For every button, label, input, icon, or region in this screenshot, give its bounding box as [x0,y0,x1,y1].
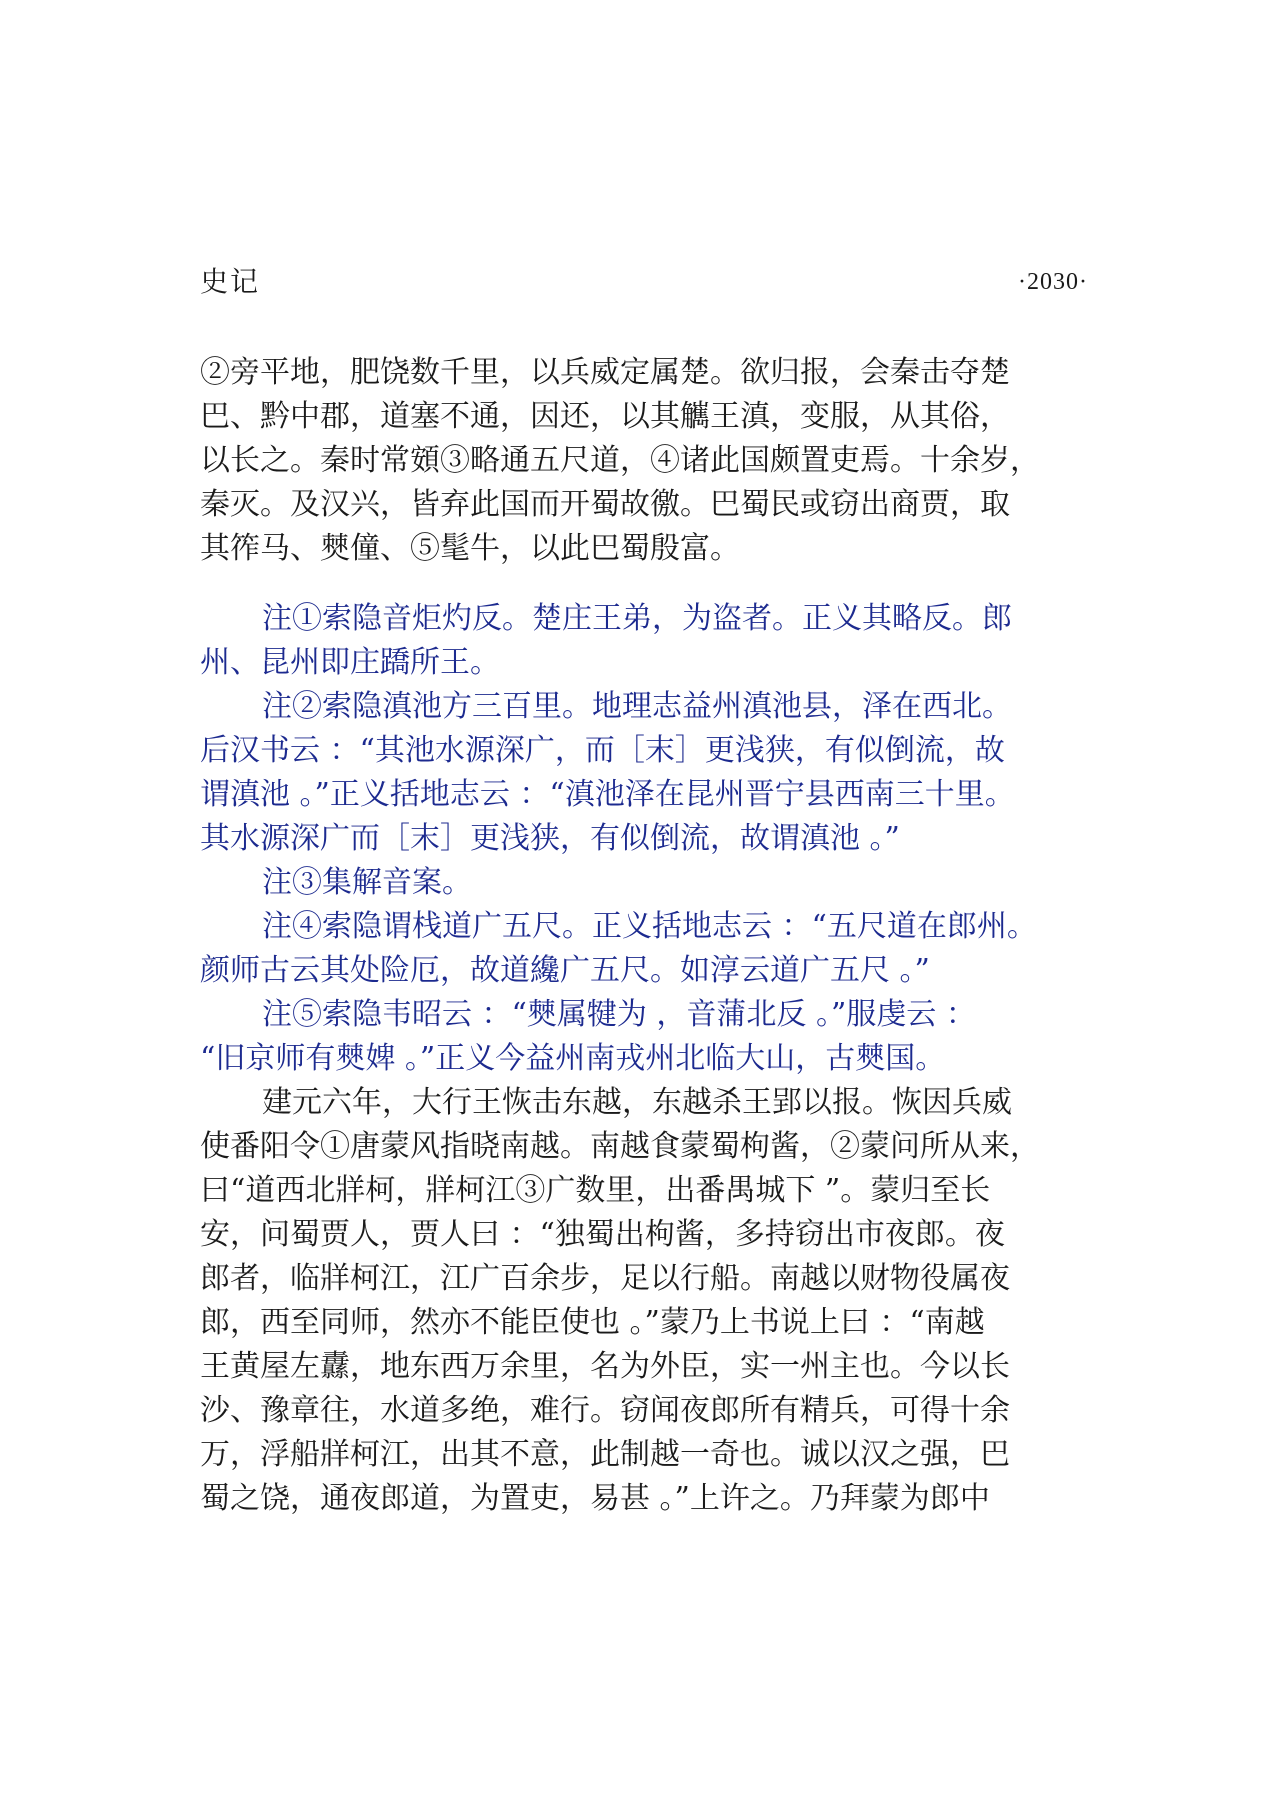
text-line: 以长之。秦时常頞③略通五尺道，④诸此国颇置吏焉。十余岁， [200,443,1040,478]
main-text-section-1 [200,351,1092,571]
section-gap [200,571,1092,597]
note-line: 注④索隐谓栈道广五尺。正义括地志云 ：“五尺道在郎州。 [262,909,1037,944]
text-line: ②旁平地，肥饶数千里，以兵威定属楚。欲归报，会秦击夺楚 [200,355,1010,390]
text-line: 秦灭。及汉兴，皆弃此国而开蜀故徼。巴蜀民或窃出商贾，取 [200,487,1010,522]
text-line: 使番阳令①唐蒙风指晓南越。南越食蒙蜀枸酱，②蒙问所从来， [200,1129,1040,1164]
note-line: “旧京师有僰婢 。”正义今益州南戎州北临大山，古僰国。 [200,1041,946,1076]
text-line: 安，问蜀贾人，贾人曰 ：“独蜀出枸酱，多持窃出市夜郎。夜 [200,1217,1005,1252]
text-line: 万，浮船牂柯江，出其不意，此制越一奇也。诚以汉之强，巴 [200,1437,1010,1472]
note-line: 其水源深广而［末］更浅狭，有似倒流，故谓滇池 。” [200,821,900,856]
text-line: 巴、黔中郡，道塞不通，因还，以其觽王滇，变服，从其俗， [200,399,1010,434]
note-line: 注③集解音案。 [262,865,472,900]
note-line: 注①索隐音炬灼反。楚庄王弟，为盗者。正义其略反。郎 [262,601,1012,636]
text-line: 郎，西至同师，然亦不能臣使也 。”蒙乃上书说上曰 ：“南越 [200,1305,985,1340]
note-line: 后汉书云 ：“其池水源深广，而［末］更浅狭，有似倒流，故 [200,733,1005,768]
text-line: 其筰马、僰僮、⑤髦牛，以此巴蜀殷富。 [200,531,740,566]
text-line: 曰“道西北牂柯，牂柯江③广数里，出番禺城下 ”。蒙归至长 [200,1173,991,1208]
text-line: 建元六年，大行王恢击东越，东越杀王郢以报。恢因兵威 [262,1085,1012,1120]
note-line: 注②索隐滇池方三百里。地理志益州滇池县，泽在西北。 [262,689,1012,724]
note-line: 谓滇池 。”正义括地志云 ：“滇池泽在昆州晋宁县西南三十里。 [200,777,1015,812]
page-header [200,262,1088,302]
page-body [200,351,1092,1521]
main-text-section-2 [200,1081,1092,1521]
book-title: 史记 [200,265,261,298]
text-line: 王黄屋左纛，地东西万余里，名为外臣，实一州主也。今以长 [200,1349,1010,1384]
text-line: 郎者，临牂柯江，江广百余步，足以行船。南越以财物役属夜 [200,1261,1010,1296]
note-line: 注⑤索隐韦昭云 ：“僰属犍为 ，音蒲北反 。”服虔云 ： [262,997,976,1032]
text-line: 蜀之饶，通夜郎道，为置吏，易甚 。”上许之。乃拜蒙为郎中 [200,1481,990,1516]
note-line: 颜师古云其处险厄，故道纔广五尺。如淳云道广五尺 。” [200,953,930,988]
text-line: 沙、豫章往，水道多绝，难行。窃闻夜郎所有精兵，可得十余 [200,1393,1010,1428]
notes-section [200,597,1092,1081]
page-number: ·2030· [1018,269,1088,295]
note-line: 州、昆州即庄蹻所王。 [200,645,500,680]
